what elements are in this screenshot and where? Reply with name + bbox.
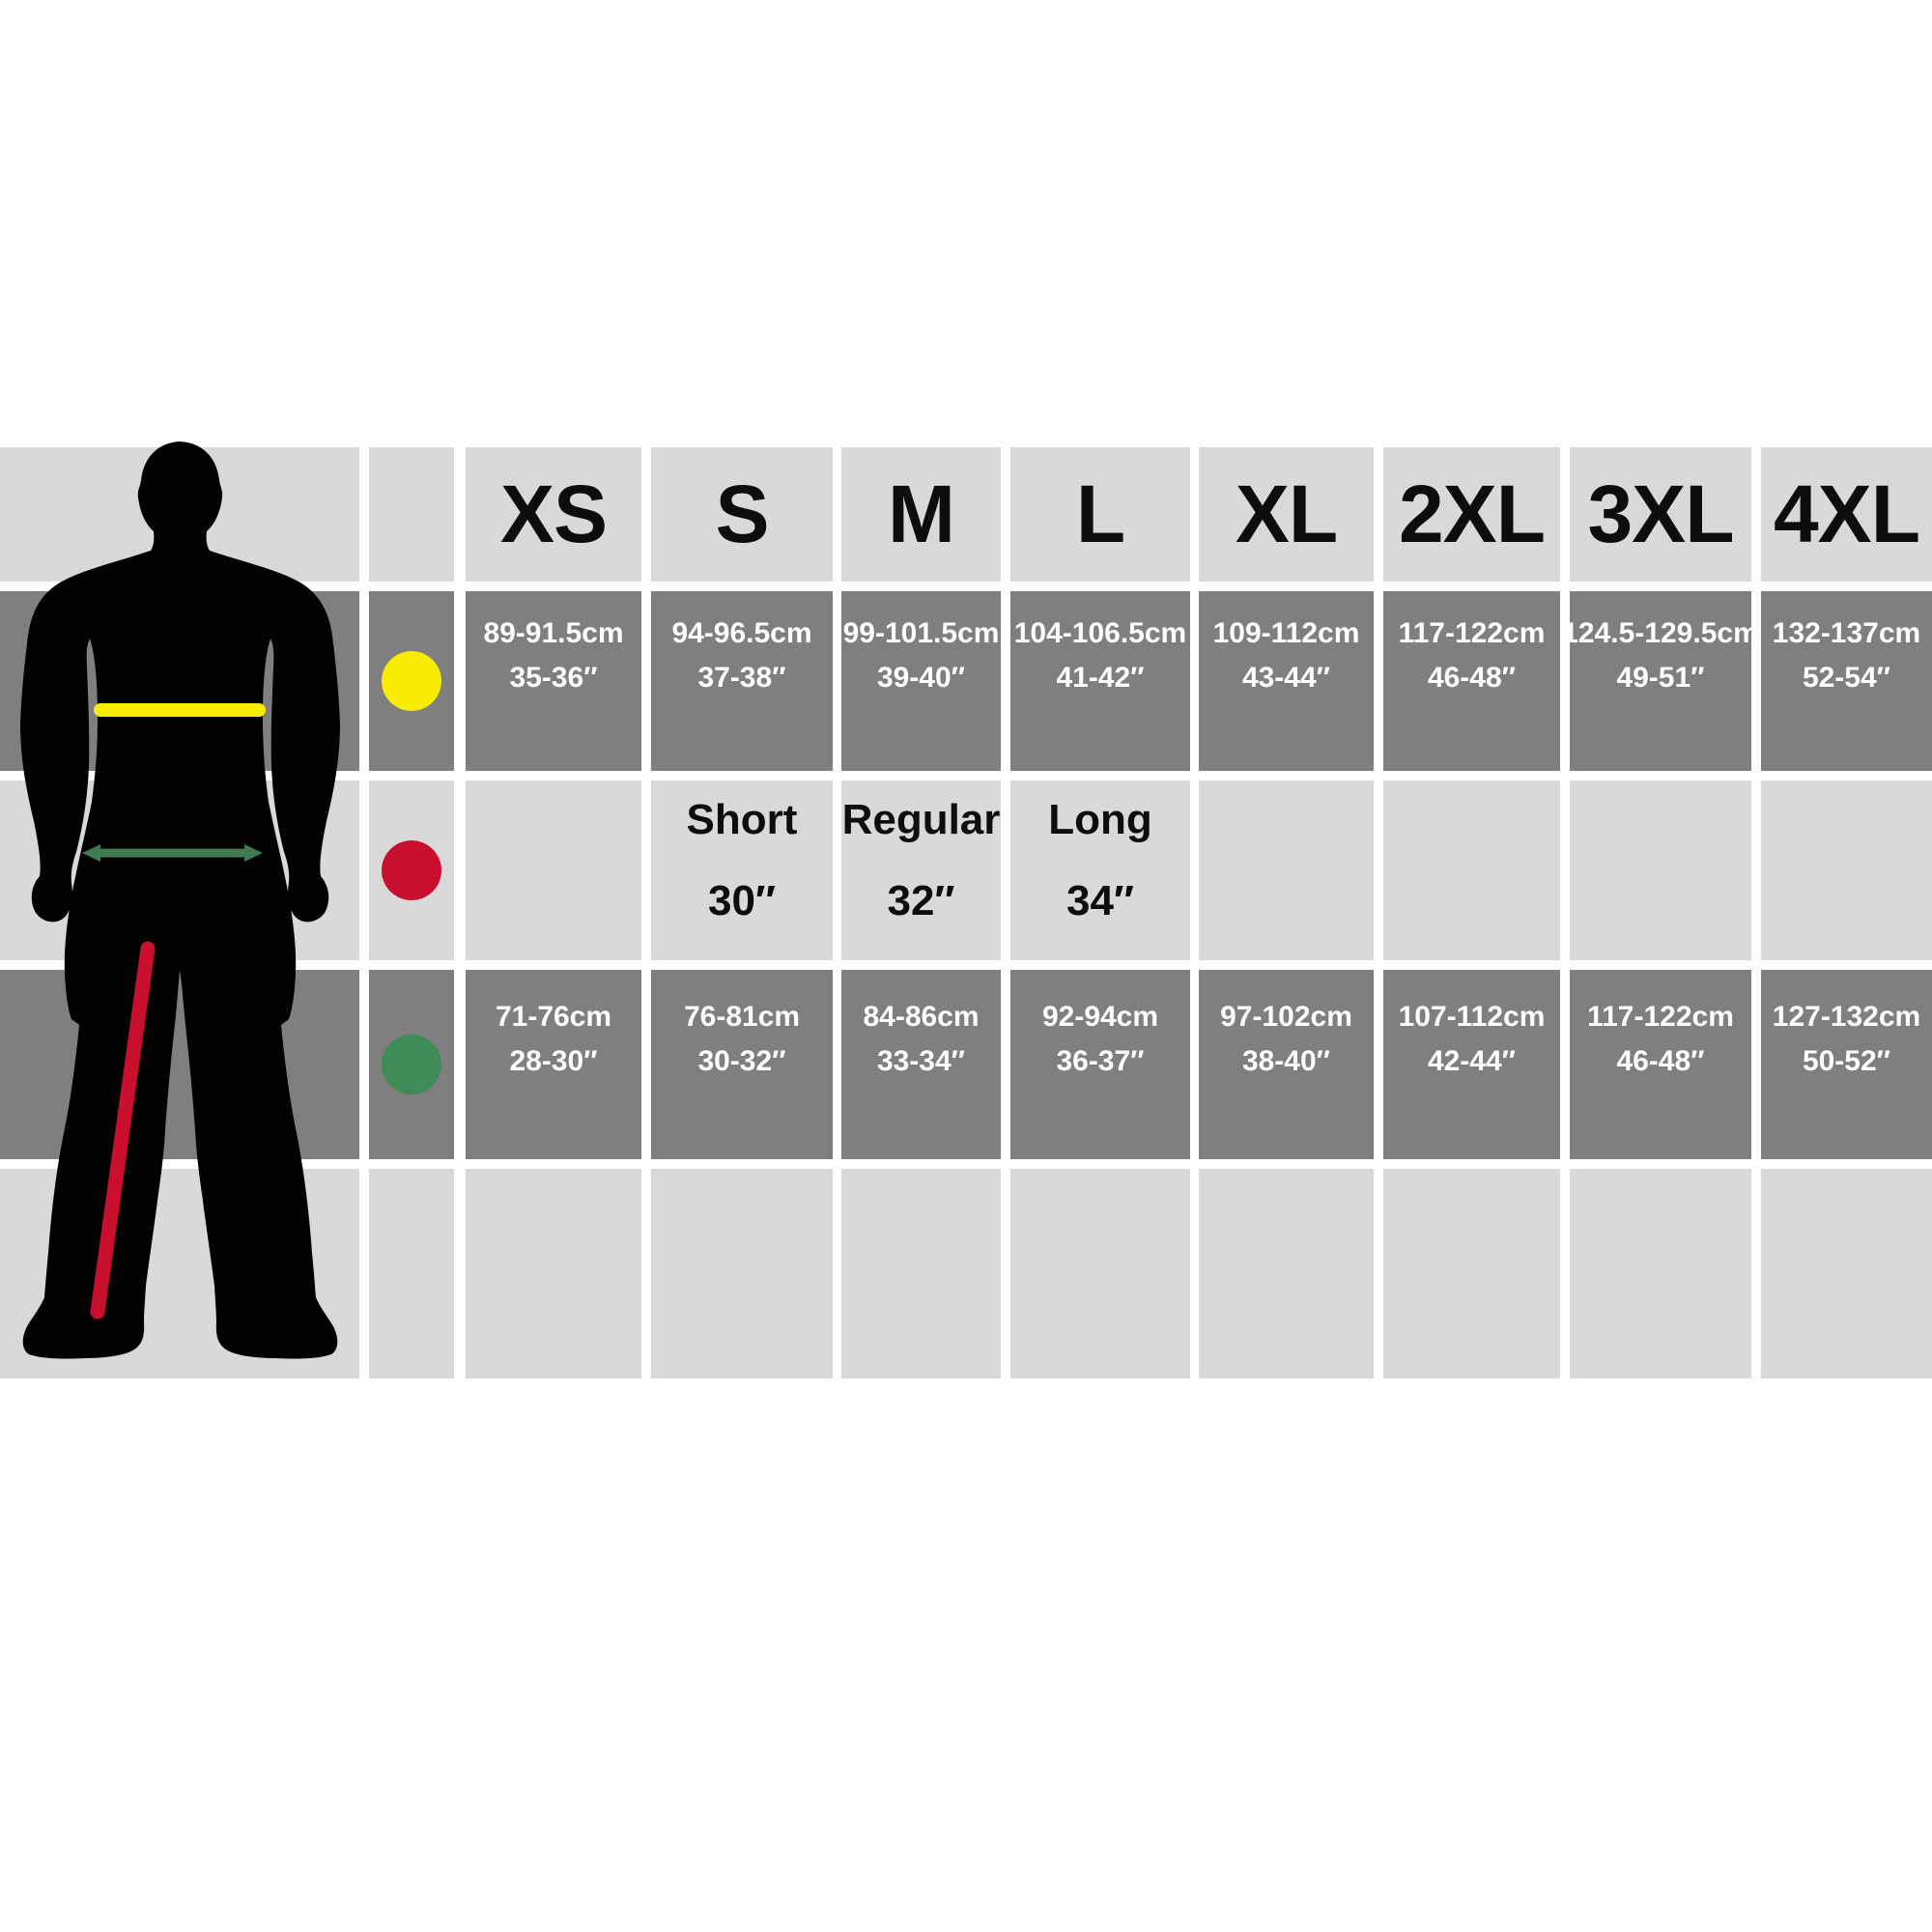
waist-cell-xl [1199, 970, 1374, 1159]
size-header-xl [1199, 447, 1374, 582]
waist-measure-dot [382, 1035, 441, 1094]
waist-cell-xs [466, 970, 641, 1159]
inside-leg-cell-4xl [1761, 781, 1932, 960]
inside-leg-value-l: Long 34″ [1048, 796, 1152, 924]
waist-value-2xl: 107-112cm 42-44″ [1398, 1001, 1546, 1077]
man-silhouette [20, 441, 340, 1359]
waist-cell-s [651, 970, 833, 1159]
legend-empty-cell [369, 447, 454, 582]
inside-leg-dot-cell [369, 781, 454, 960]
chest-cell-xs [466, 591, 641, 771]
chest-cell-3xl [1562, 591, 1759, 771]
chest-cell-4xl [1761, 591, 1932, 771]
size-header-xs [466, 447, 641, 582]
size-header-3xl [1570, 447, 1751, 582]
waist-value-4xl: 127-132cm 50-52″ [1772, 1001, 1921, 1077]
chest-cell-s [651, 591, 833, 771]
empty-cell [1199, 1169, 1374, 1378]
empty-cell [651, 1169, 833, 1378]
legend-empty-cell [369, 1169, 454, 1378]
size-header-m-label: M [888, 469, 954, 559]
waist-value-xs: 71-76cm 28-30″ [495, 1001, 612, 1077]
chest-value-xl: 109-112cm 43-44″ [1212, 617, 1360, 694]
inside-leg-value-m: Regular 32″ [841, 796, 1001, 924]
size-header-3xl-label: 3XL [1587, 469, 1734, 559]
chest-cell-2xl [1383, 591, 1560, 771]
chest-dot-cell [369, 591, 454, 771]
chest-cell-l [1010, 591, 1190, 771]
inside-leg-value-s: Short 30″ [686, 796, 798, 924]
inside-leg-cell-xs [466, 781, 641, 960]
size-header-xs-label: XS [499, 469, 608, 559]
inside-leg-cell-xl [1199, 781, 1374, 960]
size-header-2xl [1383, 447, 1560, 582]
waist-cell-l [1010, 970, 1190, 1159]
chest-value-3xl: 124.5-129.5cm 49-51″ [1562, 617, 1759, 694]
chest-value-xs: 89-91.5cm 35-36″ [483, 617, 624, 694]
size-header-s [651, 447, 833, 582]
inside-leg-measure-dot [382, 840, 441, 900]
chest-measure-dot [382, 651, 441, 711]
size-header-m [841, 447, 1001, 582]
inside-leg-cell-m [841, 781, 1001, 960]
waist-value-3xl: 117-122cm 46-48″ [1587, 1001, 1734, 1077]
size-header-l-label: L [1075, 469, 1125, 559]
chest-value-m: 99-101.5cm 39-40″ [842, 617, 1000, 694]
chest-value-s: 94-96.5cm 37-38″ [671, 617, 812, 694]
inside-leg-cell-l [1010, 781, 1190, 960]
inside-leg-cell-2xl [1383, 781, 1560, 960]
chest-value-l: 104-106.5cm 41-42″ [1013, 617, 1187, 694]
waist-cell-2xl [1383, 970, 1560, 1159]
empty-cell [466, 1169, 641, 1378]
waist-dot-cell [369, 970, 454, 1159]
size-header-2xl-label: 2XL [1398, 469, 1546, 559]
waist-value-xl: 97-102cm 38-40″ [1220, 1001, 1352, 1077]
waist-value-m: 84-86cm 33-34″ [863, 1001, 980, 1077]
inside-leg-cell-s [651, 781, 833, 960]
chest-cell-m [841, 591, 1001, 771]
empty-cell [1761, 1169, 1932, 1378]
waist-cell-3xl [1570, 970, 1751, 1159]
empty-cell [1570, 1169, 1751, 1378]
chest-value-2xl: 117-122cm 46-48″ [1398, 617, 1546, 694]
size-header-s-label: S [715, 469, 769, 559]
body-silhouette-figure [0, 440, 367, 1381]
waist-cell-m [841, 970, 1001, 1159]
chest-cell-xl [1199, 591, 1374, 771]
empty-cell [841, 1169, 1001, 1378]
size-header-4xl [1761, 447, 1932, 582]
size-header-4xl-label: 4XL [1773, 469, 1920, 559]
size-header-l [1010, 447, 1190, 582]
waist-cell-4xl [1761, 970, 1932, 1159]
inside-leg-cell-3xl [1570, 781, 1751, 960]
empty-cell [1383, 1169, 1560, 1378]
waist-value-l: 92-94cm 36-37″ [1041, 1001, 1159, 1077]
size-header-xl-label: XL [1235, 469, 1338, 559]
waist-value-s: 76-81cm 30-32″ [683, 1001, 801, 1077]
chest-value-4xl: 132-137cm 52-54″ [1772, 617, 1921, 694]
empty-cell [1010, 1169, 1190, 1378]
